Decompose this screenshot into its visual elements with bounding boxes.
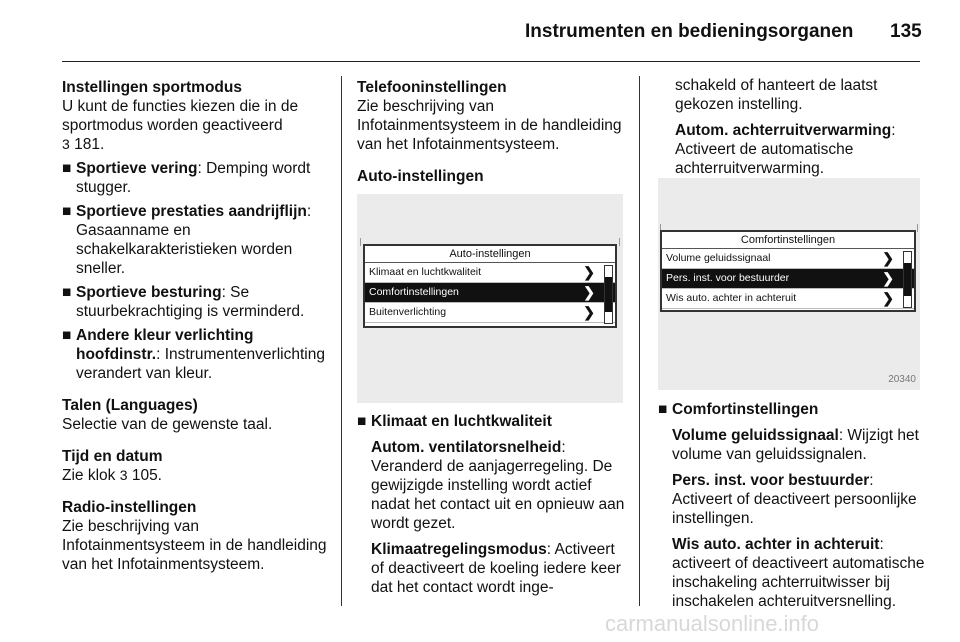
list-item: ■ Andere kleur verlichting hoofdinstr.: Instrumentenverlichting verandert van kleur. — [62, 327, 325, 382]
header-rule — [62, 61, 920, 62]
column-1 — [62, 78, 328, 587]
chevron-right-icon: ❯ — [882, 250, 894, 266]
section-text: Volume geluidssignaal: Wijzigt het volume van geluidssignalen. — [672, 427, 919, 463]
section-text: Wis auto. achter in achteruit: activeert of deactiveert automatische inschakeling achterruitwisser bij inschakelen achteruitversnelling. — [672, 536, 925, 610]
list-item: ■ Klimaat en luchtkwaliteit — [357, 413, 552, 430]
section-heading: Comfortinstellingen — [672, 401, 819, 418]
section-radio — [62, 498, 328, 574]
chevron-right-icon: ❯ — [583, 304, 595, 320]
menu-item: Volume geluidssignaal ❯ — [662, 249, 914, 269]
section-text: Zie beschrijving van Infotainmentsysteem in de handleiding van het Infotainmentsysteem. — [62, 518, 327, 573]
chevron-right-icon: ❯ — [882, 270, 894, 286]
section-tijd — [62, 447, 328, 485]
menu-item: Buitenverlichting ❯ — [365, 303, 615, 323]
watermark: carmanualsonline.info — [605, 611, 820, 636]
section-klimaat — [357, 412, 625, 597]
section-heading: Telefooninstellingen — [357, 79, 507, 96]
section-heading: Talen (Languages) — [62, 397, 198, 414]
scrollbar — [604, 265, 613, 324]
figure-number: 20340 — [888, 374, 916, 385]
section-text: Autom. ventilatorsnelheid: Veranderd de aanjagerregeling. De gewijzigde instelling wordt actief nadat het contact uit en opnieuw aan wordt gezet. — [371, 439, 625, 532]
display-screen — [660, 230, 916, 312]
section-text: Zie beschrijving van Infotainmentsysteem in de handleiding van het Infotainmentsysteem. — [357, 98, 622, 153]
page-ref-icon: 3 — [62, 136, 70, 152]
column-divider — [341, 76, 342, 606]
figure-auto-instellingen — [357, 194, 623, 403]
section-text: Autom. achterruitverwarming: Activeert de automatische achterruitverwarming. — [675, 122, 896, 177]
menu-item: Wis auto. achter in achteruit ❯ — [662, 289, 914, 309]
section-text: Pers. inst. voor bestuurder: Activeert of deactiveert persoonlijke instellingen. — [672, 472, 917, 527]
section-text: schakeld of hanteert de laatst gekozen instelling. — [675, 77, 878, 113]
column-2 — [357, 78, 625, 186]
screen-title: Comfortinstellingen — [662, 232, 914, 249]
list-item: ■ Sportieve besturing: Se stuurbekrachtiging is verminderd. — [62, 284, 305, 320]
section-heading: Tijd en datum — [62, 448, 163, 465]
menu-item: Klimaat en luchtkwaliteit ❯ — [365, 263, 615, 283]
section-heading: Radio-instellingen — [62, 499, 197, 516]
page-number: 135 — [890, 21, 922, 42]
scrollbar — [903, 251, 912, 308]
figure-comfortinstellingen — [658, 178, 920, 390]
list-item: ■ Sportieve prestaties aandrijflijn: Gasaanname en schakelkarakteristieken worden sneller. — [62, 203, 312, 277]
section-talen — [62, 396, 328, 434]
section-text: Zie klok 3 105. — [62, 467, 162, 484]
list-item: ■ Sportieve vering: Demping wordt stugger. — [62, 160, 311, 196]
section-text: U kunt de functies kiezen die in de sportmodus worden geactiveerd 3 181. — [62, 98, 299, 153]
column-divider — [639, 76, 640, 606]
menu-item-selected: Pers. inst. voor bestuurder ❯ — [662, 269, 914, 289]
section-text: Selectie van de gewenste taal. — [62, 416, 273, 433]
chevron-right-icon: ❯ — [583, 284, 595, 300]
section-comfort — [658, 400, 926, 611]
menu-item-selected: Comfortinstellingen ❯ — [365, 283, 615, 303]
chevron-right-icon: ❯ — [583, 264, 595, 280]
section-heading: Instellingen sportmodus — [62, 79, 242, 96]
page-header-title: Instrumenten en bedieningsorganen — [525, 21, 854, 42]
chevron-right-icon: ❯ — [882, 290, 894, 306]
section-telefoon — [357, 78, 625, 154]
column-3 — [675, 76, 925, 178]
page-ref-icon: 3 — [119, 467, 128, 483]
screen-title: Auto-instellingen — [365, 246, 615, 263]
display-screen — [363, 244, 617, 328]
list-item: ■ Comfortinstellingen — [658, 401, 819, 418]
section-sportmodus — [62, 78, 328, 383]
section-heading: Auto-instellingen — [357, 168, 484, 185]
section-heading: Klimaat en luchtkwaliteit — [371, 413, 552, 430]
section-text: Klimaatregelingsmodus: Activeert of deactiveert de koeling iedere keer dat het contact wordt inge- — [371, 541, 621, 596]
